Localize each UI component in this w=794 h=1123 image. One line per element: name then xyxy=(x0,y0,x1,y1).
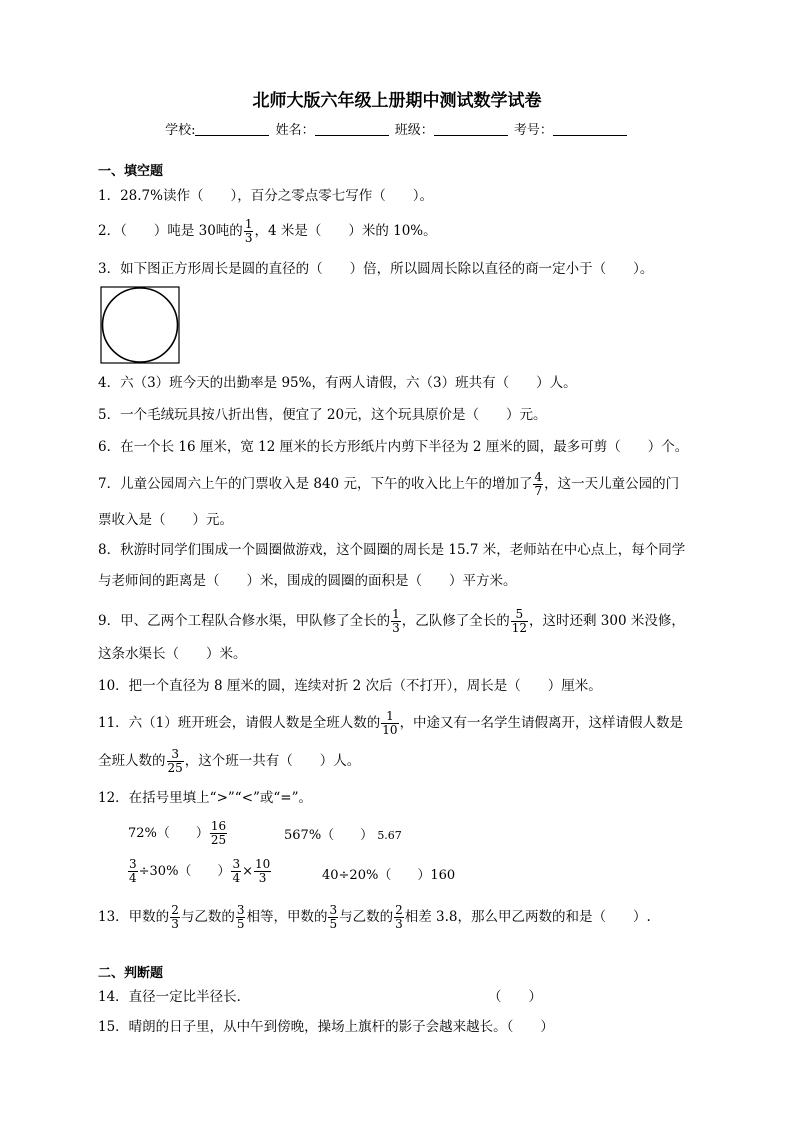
q2-text-a: 2．（ ）吨是 30吨的 xyxy=(98,223,243,239)
square-circle-figure xyxy=(100,286,181,365)
q12-r2-denominator-2: 4 xyxy=(232,871,241,885)
question-4: 4．六（3）班今天的出勤率是 95%，有两人请假，六（3）班共有（ ）人。 xyxy=(98,375,577,391)
q9-fraction-1 xyxy=(391,608,401,635)
q13-numerator-4: 2 xyxy=(395,903,403,917)
q13-text-e: 与乙数的 xyxy=(339,909,394,925)
q11-text-e: ，这个班一共有（ ）人。 xyxy=(184,753,361,769)
q12-r1-text-b: 567%（ ） xyxy=(284,828,374,843)
q9-text-b: ，乙队修了全长的 xyxy=(401,613,510,629)
q7-text-a: 7．儿童公园周六上午的门票收入是 840 元，下午的收入比上午的增加了 xyxy=(98,476,533,492)
q12-r2-fraction-2 xyxy=(231,858,241,885)
q7-fraction xyxy=(533,471,543,498)
q12-r2-numerator-1: 3 xyxy=(129,857,137,871)
question-6: 6．在一个长 16 厘米，宽 12 厘米的长方形纸片内剪下半径为 2 厘米的圆，最多可剪（ ）个。 xyxy=(98,439,689,455)
q12-r2-times: × xyxy=(242,864,253,879)
question-3: 3．如下图正方形周长是圆的直径的（ ）倍，所以圆周长除以直径的商一定小于（ ）。 xyxy=(98,261,654,277)
question-9 xyxy=(98,608,685,635)
q9-numerator-2: 5 xyxy=(511,608,528,622)
q11-text-b: ，中途又有一名学生请假离开，这样请假人数是 xyxy=(399,715,684,731)
q2-numerator: 1 xyxy=(244,217,253,231)
question-11 xyxy=(98,710,683,737)
q13-fraction-2 xyxy=(236,904,246,931)
question-8-line-2: 与老师间的距离是（ ）米，围成的圆圈的面积是（ ）平方米。 xyxy=(98,573,517,589)
q12-r2-denominator-3: 3 xyxy=(258,871,267,885)
question-12: 12．在括号里填上“>”“<”或“=”。 xyxy=(98,790,313,806)
q13-fraction-1 xyxy=(170,904,180,931)
question-14: 14．直径一定比半径长． xyxy=(98,989,251,1005)
q13-fraction-4 xyxy=(394,904,404,931)
q11-numerator-2: 3 xyxy=(167,748,184,762)
q12-row-2-a xyxy=(127,858,272,885)
q12-row-1-a xyxy=(128,820,228,847)
q11-denominator-2: 25 xyxy=(167,761,183,775)
q12-r1-denominator: 25 xyxy=(210,833,227,847)
q12-r1-text-c: 5.67 xyxy=(377,829,402,842)
q13-denominator-1: 3 xyxy=(171,917,179,931)
question-11-line-2 xyxy=(98,748,360,775)
q9-text-a: 9．甲、乙两个工程队合修水渠，甲队修了全长的 xyxy=(98,613,391,629)
q13-text-f: 相差 3.8，那么甲乙两数的和是（ ）. xyxy=(404,909,651,925)
question-7 xyxy=(98,471,679,498)
question-2 xyxy=(98,218,437,245)
q13-numerator-2: 3 xyxy=(236,903,245,917)
q11-fraction-2 xyxy=(167,748,184,775)
q7-text-b: ，这一天儿童公园的门 xyxy=(544,476,680,492)
school-label: 学校: xyxy=(165,123,196,138)
q9-numerator-1: 1 xyxy=(392,607,400,621)
number-blank[interactable] xyxy=(553,123,627,136)
q12-r2-text-a: ÷30%（ ） xyxy=(138,864,231,879)
question-15: 15．晴朗的日子里，从中午到傍晚，操场上旗杆的影子会越来越长。（ ） xyxy=(98,1019,554,1035)
q9-denominator-1: 3 xyxy=(392,621,400,635)
q12-r1-fraction xyxy=(210,820,227,847)
q11-text-a: 11．六（1）班开班会，请假人数是全班人数的 xyxy=(98,715,381,731)
q12-row-1-b xyxy=(284,826,402,846)
q12-r2-numerator-2: 3 xyxy=(232,857,241,871)
q13-denominator-3: 5 xyxy=(329,917,338,931)
section-true-false-header: 二、判断题 xyxy=(98,966,164,981)
class-blank[interactable] xyxy=(434,123,508,136)
square-shape xyxy=(101,287,179,363)
school-blank[interactable] xyxy=(195,123,269,136)
q7-denominator: 7 xyxy=(534,484,543,498)
q9-text-c: ，这时还剩 300 米没修， xyxy=(529,613,685,629)
q13-text-b: 与乙数的 xyxy=(180,909,235,925)
q2-fraction xyxy=(244,218,254,245)
q12-r2-fraction-3 xyxy=(254,858,271,885)
q12-row-2-b: 40÷20%（ ）160 xyxy=(322,868,456,883)
q2-text-b: ，4 米是（ ）米的 10%。 xyxy=(254,223,437,239)
question-1: 1．28.7%读作（ ），百分之零点零七写作（ ）。 xyxy=(98,188,433,204)
question-8: 8．秋游时同学们围成一个圆圈做游戏，这个圆圈的周长是 15.7 米，老师站在中心点上，每个同学 xyxy=(98,542,686,558)
page-title: 北师大版六年级上册期中测试数学试卷 xyxy=(252,91,542,111)
q13-text-a: 13．甲数的 xyxy=(98,909,170,925)
class-label: 班级： xyxy=(394,123,434,138)
q11-fraction-1 xyxy=(381,710,398,737)
circle-shape xyxy=(103,288,178,362)
q12-r2-numerator-3: 10 xyxy=(254,857,271,871)
q12-r2-denominator-1: 4 xyxy=(129,871,137,885)
q9-denominator-2: 12 xyxy=(511,621,528,635)
q13-denominator-2: 5 xyxy=(236,917,245,931)
q12-r2-fraction-1 xyxy=(128,858,138,885)
q12-r1-numerator: 16 xyxy=(210,819,227,833)
q9-fraction-2 xyxy=(511,608,528,635)
name-blank[interactable] xyxy=(315,123,389,136)
q13-denominator-4: 3 xyxy=(395,917,403,931)
q11-denominator-1: 10 xyxy=(382,723,398,737)
q13-numerator-3: 3 xyxy=(329,903,338,917)
q13-numerator-1: 2 xyxy=(171,903,179,917)
question-7-line-2: 票收入是（ ）元。 xyxy=(98,512,233,528)
q12-r1-text-a: 72%（ ） xyxy=(128,826,209,841)
question-14-answer-blank[interactable]: （ ） xyxy=(488,989,542,1005)
number-label: 考号： xyxy=(513,123,553,138)
question-5: 5．一个毛绒玩具按八折出售，便宜了 20元，这个玩具原价是（ ）元。 xyxy=(98,407,547,423)
question-10: 10．把一个直径为 8 厘米的圆，连续对折 2 次后（不打开），周长是（ ）厘米。 xyxy=(98,678,602,694)
section-fill-in-header: 一、填空题 xyxy=(98,164,164,179)
q11-text-c: 全班人数的 xyxy=(98,753,166,769)
name-label: 姓名： xyxy=(275,123,315,138)
student-info-line xyxy=(0,119,794,138)
question-13 xyxy=(98,904,651,931)
q2-denominator: 3 xyxy=(244,231,253,245)
q13-fraction-3 xyxy=(328,904,338,931)
question-9-line-2: 这条水渠长（ ）米。 xyxy=(98,646,247,662)
q11-numerator-1: 1 xyxy=(381,710,398,724)
q13-text-c: 相等，甲数的 xyxy=(246,909,328,925)
q7-numerator: 4 xyxy=(534,470,543,484)
